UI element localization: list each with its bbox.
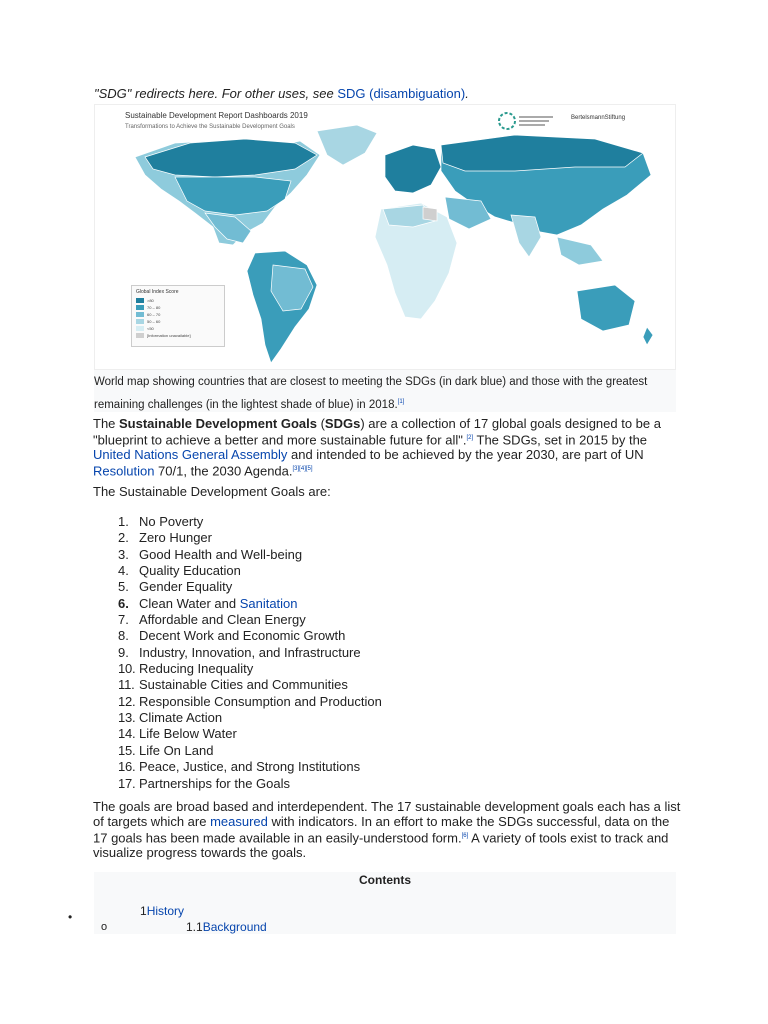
- goal-text: Quality Education: [139, 563, 241, 579]
- toc-bullet-dot-icon: •: [68, 910, 73, 924]
- legend-swatch: [136, 298, 144, 303]
- map-title: Sustainable Development Report Dashboards 2019: [125, 111, 308, 120]
- list-item: [118, 677, 382, 693]
- list-number: 6.: [118, 595, 129, 611]
- intro-text: The: [93, 416, 120, 431]
- list-number: 17.: [118, 775, 136, 791]
- goal-text: Responsible Consumption and Production: [139, 693, 382, 709]
- list-item: [118, 628, 382, 644]
- paragraph-text: The goals are broad based and interdependent. The 17 sustainable development goals each has a list of targets which are: [93, 799, 681, 829]
- list-number: 9.: [118, 644, 129, 660]
- legend-row: [136, 312, 222, 318]
- goal-text: Good Health and Well-being: [139, 546, 303, 562]
- goal-text: Gender Equality: [139, 579, 233, 595]
- legend-swatch: [136, 319, 144, 324]
- legend-swatch: [136, 333, 144, 338]
- disambiguation-link[interactable]: SDG (disambiguation): [337, 86, 466, 101]
- goal-text: Life Below Water: [139, 726, 237, 742]
- paragraph-text: with indicators. In an effort to make the SDGs successful, data on the 17 goals has been made available in an easily-understood form.: [93, 814, 670, 846]
- list-number: 4.: [118, 563, 129, 579]
- map-legend: [131, 285, 225, 347]
- sanitation-link[interactable]: Sanitation: [239, 595, 298, 611]
- hatnote-text: "SDG" redirects here. For other uses, see: [94, 86, 338, 101]
- measured-link[interactable]: measured: [210, 814, 268, 829]
- list-item: [118, 743, 382, 759]
- map-se-asia: [557, 237, 603, 265]
- hatnote: [94, 86, 469, 101]
- list-item: [118, 645, 382, 661]
- map-brand: BertelsmannStiftung: [571, 115, 626, 121]
- legend-row: [136, 333, 222, 339]
- world-map-image[interactable]: [94, 104, 676, 370]
- intro-bold-term: Sustainable Development Goals: [119, 416, 317, 431]
- list-number: 16.: [118, 759, 136, 775]
- list-number: 3.: [118, 546, 129, 562]
- goals-list: [118, 514, 382, 792]
- toc-bullet-circle-icon: o: [101, 921, 108, 933]
- legend-swatch: [136, 312, 144, 317]
- goal-text: Climate Action: [139, 710, 223, 726]
- legend-label: 60 – 70: [147, 312, 161, 317]
- legend-swatch: [136, 326, 144, 331]
- toc-number: 1.1: [186, 920, 203, 934]
- list-number: 12.: [118, 693, 136, 709]
- map-unavailable-region: [423, 207, 437, 221]
- goal-text: Zero Hunger: [139, 530, 212, 546]
- paragraph-text: A variety of tools exist to track and visualize progress towards the goals.: [93, 830, 669, 861]
- list-number: 5.: [118, 579, 129, 595]
- list-item: [118, 596, 382, 612]
- list-item: [118, 710, 382, 726]
- map-subtitle: Transformations to Achieve the Sustainable Development Goals: [125, 124, 295, 130]
- list-item: [118, 726, 382, 742]
- intro-text: ) are a collection of 17 global goals designed to be a "blueprint to achieve a better and more sustainable future for all".: [93, 416, 661, 448]
- list-item: [118, 563, 382, 579]
- intro-paragraph: [93, 416, 683, 479]
- figure-caption: [94, 372, 674, 415]
- table-of-contents: [94, 872, 676, 934]
- legend-label: 70 – 80: [147, 305, 161, 310]
- legend-label: <50: [147, 326, 154, 331]
- list-item: [118, 612, 382, 628]
- list-item: [118, 694, 382, 710]
- goal-text: Decent Work and Economic Growth: [139, 628, 346, 644]
- list-number: 1.: [118, 514, 129, 529]
- legend-label: 50 – 60: [147, 319, 161, 324]
- list-item: [118, 776, 382, 792]
- intro-bold-abbr: SDGs: [324, 416, 361, 431]
- list-item: [118, 759, 382, 775]
- list-number: 2.: [118, 530, 129, 546]
- list-number: 7.: [118, 612, 129, 628]
- legend-row: [136, 305, 222, 311]
- goal-text: Partnerships for the Goals: [139, 775, 291, 791]
- intro-text: 70/1, the 2030 Agenda.: [154, 463, 293, 479]
- toc-title: Contents: [359, 873, 411, 887]
- toc-link-background[interactable]: Background: [202, 920, 267, 934]
- goal-text: Clean Water and: [139, 595, 240, 611]
- goal-text: Affordable and Clean Energy: [139, 612, 306, 628]
- citation-ref[interactable]: [3][4][5]: [292, 466, 313, 473]
- intro-text: (: [316, 416, 325, 431]
- list-number: 14.: [118, 726, 136, 742]
- toc-item-background[interactable]: [186, 920, 267, 934]
- legend-label: [Information unavailable]: [147, 333, 191, 338]
- goal-text: Industry, Innovation, and Infrastructure: [139, 644, 361, 660]
- legend-row: [136, 319, 222, 325]
- list-item: [118, 514, 382, 530]
- goal-text: Peace, Justice, and Strong Institutions: [139, 759, 361, 775]
- goals-description-paragraph: [93, 799, 683, 860]
- legend-row: [136, 298, 222, 304]
- map-new-zealand: [643, 327, 653, 345]
- list-number: 11.: [118, 677, 135, 693]
- goal-text: Sustainable Cities and Communities: [139, 677, 348, 693]
- toc-link-history[interactable]: History: [146, 904, 185, 918]
- legend-title: Global Index Score: [136, 289, 179, 295]
- citation-ref[interactable]: [6]: [461, 833, 469, 839]
- map-australia: [577, 285, 635, 331]
- legend-row: [136, 326, 222, 332]
- map-europe: [385, 145, 441, 193]
- map-india: [511, 215, 541, 257]
- goals-lead: The Sustainable Development Goals are:: [93, 484, 331, 499]
- toc-item-history[interactable]: [140, 904, 184, 918]
- citation-ref[interactable]: [2]: [466, 435, 474, 441]
- list-item: [118, 530, 382, 546]
- hatnote-end: .: [465, 86, 469, 101]
- list-item: [118, 579, 382, 595]
- map-figure: [94, 104, 676, 412]
- resolution-link[interactable]: Resolution: [93, 463, 155, 479]
- list-number: 8.: [118, 628, 129, 644]
- intro-text: The SDGs, set in 2015 by the: [473, 432, 648, 448]
- map-greenland: [317, 125, 377, 165]
- list-number: 15.: [118, 742, 136, 758]
- list-number: 13.: [118, 710, 136, 726]
- intro-text: and intended to be achieved by the year 2030, are part of UN: [287, 447, 644, 463]
- toc-number: 1: [140, 904, 147, 918]
- goal-text: No Poverty: [139, 514, 204, 529]
- caption-text: World map showing countries that are closest to meeting the SDGs (in dark blue) and those with the greatest remaining challenges (in the lightest shade of blue) in 2018.: [94, 376, 648, 411]
- un-general-assembly-link[interactable]: United Nations General Assembly: [93, 447, 288, 463]
- list-item: [118, 547, 382, 563]
- list-item: [118, 661, 382, 677]
- caption-ref[interactable]: [1]: [397, 399, 405, 405]
- legend-label: >80: [147, 298, 154, 303]
- list-number: 10.: [118, 661, 136, 677]
- goal-text: Reducing Inequality: [139, 661, 254, 677]
- map-russia: [441, 135, 643, 171]
- goal-text: Life On Land: [139, 742, 214, 758]
- legend-swatch: [136, 305, 144, 310]
